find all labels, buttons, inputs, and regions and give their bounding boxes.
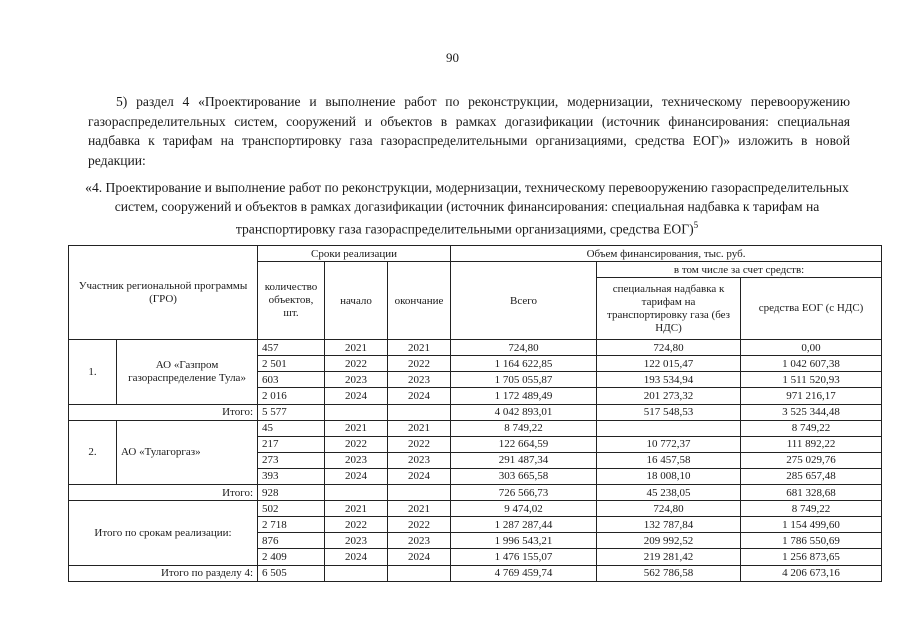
cell-total: 726 566,73 <box>451 485 597 501</box>
intro-paragraph: 5) раздел 4 «Проектирование и выполнение работ по реконструкции, модернизации, техническому перевооружению газораспределительных систем, сооружений и объектов в рамках догазификации (источник финансирования: специальная надбавка к тарифам на транспортировку газа газораспределительными организациями, средства ЕОГ)» изложить в новой редакции: <box>88 94 850 168</box>
cell-eog: 111 892,22 <box>741 436 882 452</box>
cell-count: 928 <box>258 485 325 501</box>
cell-empty <box>388 565 451 581</box>
group-number: 1. <box>69 340 117 404</box>
cell-end: 2024 <box>388 549 451 565</box>
cell-eog: 0,00 <box>741 340 882 356</box>
cell-start: 2023 <box>325 533 388 549</box>
cell-eog: 8 749,22 <box>741 501 882 517</box>
financing-table <box>68 245 882 582</box>
header-terms: Сроки реализации <box>258 246 451 262</box>
cell-surcharge: 18 008,10 <box>597 468 741 484</box>
subtotal-label: Итого: <box>69 404 258 420</box>
header-row-1 <box>69 246 882 262</box>
cell-total: 9 474,02 <box>451 501 597 517</box>
cell-eog: 1 256 873,65 <box>741 549 882 565</box>
cell-empty <box>325 404 388 420</box>
cell-total: 4 769 459,74 <box>451 565 597 581</box>
header-participant: Участник региональной программы (ГРО) <box>69 246 258 340</box>
cell-start: 2022 <box>325 356 388 372</box>
header-eog: средства ЕОГ (с НДС) <box>741 278 882 340</box>
cell-surcharge: 10 772,37 <box>597 436 741 452</box>
cell-start: 2024 <box>325 468 388 484</box>
cell-eog: 681 328,68 <box>741 485 882 501</box>
subtotal-row <box>69 485 882 501</box>
cell-eog: 8 749,22 <box>741 420 882 436</box>
cell-total: 1 705 055,87 <box>451 372 597 388</box>
cell-start: 2021 <box>325 501 388 517</box>
cell-end: 2021 <box>388 501 451 517</box>
cell-empty <box>388 485 451 501</box>
cell-end: 2021 <box>388 340 451 356</box>
cell-end: 2022 <box>388 517 451 533</box>
section-heading <box>82 178 852 239</box>
header-count: количество объектов, шт. <box>258 262 325 340</box>
cell-total: 4 042 893,01 <box>451 404 597 420</box>
cell-start: 2022 <box>325 517 388 533</box>
cell-total: 8 749,22 <box>451 420 597 436</box>
cell-eog: 1 042 607,38 <box>741 356 882 372</box>
cell-count: 273 <box>258 452 325 468</box>
cell-surcharge: 517 548,53 <box>597 404 741 420</box>
cell-total: 1 172 489,49 <box>451 388 597 404</box>
cell-start: 2023 <box>325 372 388 388</box>
cell-eog: 285 657,48 <box>741 468 882 484</box>
table-row <box>69 340 882 356</box>
cell-surcharge: 724,80 <box>597 340 741 356</box>
cell-total: 724,80 <box>451 340 597 356</box>
cell-count: 502 <box>258 501 325 517</box>
section-total-row <box>69 565 882 581</box>
cell-count: 2 409 <box>258 549 325 565</box>
cell-eog: 1 786 550,69 <box>741 533 882 549</box>
page-number: 90 <box>446 50 459 65</box>
header-end: окончание <box>388 262 451 340</box>
cell-surcharge: 132 787,84 <box>597 517 741 533</box>
cell-end: 2023 <box>388 452 451 468</box>
header-start: начало <box>325 262 388 340</box>
cell-count: 2 501 <box>258 356 325 372</box>
cell-end: 2022 <box>388 356 451 372</box>
cell-start: 2023 <box>325 452 388 468</box>
cell-empty <box>388 404 451 420</box>
header-surcharge: специальная надбавка к тарифам на транспортировку газа (без НДС) <box>597 278 741 340</box>
cell-total: 303 665,58 <box>451 468 597 484</box>
cell-count: 2 718 <box>258 517 325 533</box>
cell-surcharge: 201 273,32 <box>597 388 741 404</box>
cell-end: 2024 <box>388 388 451 404</box>
subtotal-row <box>69 404 882 420</box>
subtotal-label: Итого: <box>69 485 258 501</box>
cell-count: 2 016 <box>258 388 325 404</box>
cell-total: 1 287 287,44 <box>451 517 597 533</box>
cell-count: 6 505 <box>258 565 325 581</box>
cell-count: 603 <box>258 372 325 388</box>
cell-surcharge: 724,80 <box>597 501 741 517</box>
cell-count: 876 <box>258 533 325 549</box>
footnote-mark: 5 <box>693 220 699 230</box>
cell-surcharge: 45 238,05 <box>597 485 741 501</box>
cell-count: 45 <box>258 420 325 436</box>
table-row <box>69 501 882 517</box>
cell-end: 2022 <box>388 436 451 452</box>
cell-total: 1 476 155,07 <box>451 549 597 565</box>
cell-empty <box>325 485 388 501</box>
by-terms-label: Итого по срокам реализации: <box>69 501 258 565</box>
cell-start: 2021 <box>325 420 388 436</box>
cell-total: 122 664,59 <box>451 436 597 452</box>
cell-eog: 275 029,76 <box>741 452 882 468</box>
cell-surcharge: 219 281,42 <box>597 549 741 565</box>
header-including: в том числе за счет средств: <box>597 262 882 278</box>
cell-start: 2021 <box>325 340 388 356</box>
cell-total: 1 164 622,85 <box>451 356 597 372</box>
cell-end: 2023 <box>388 533 451 549</box>
cell-eog: 4 206 673,16 <box>741 565 882 581</box>
header-funding: Объем финансирования, тыс. руб. <box>451 246 882 262</box>
cell-surcharge: 122 015,47 <box>597 356 741 372</box>
cell-surcharge: 209 992,52 <box>597 533 741 549</box>
group-name: АО «Газпром газораспределение Тула» <box>117 340 258 404</box>
cell-surcharge <box>597 420 741 436</box>
cell-surcharge: 562 786,58 <box>597 565 741 581</box>
cell-eog: 3 525 344,48 <box>741 404 882 420</box>
section-total-label: Итого по разделу 4: <box>69 565 258 581</box>
cell-start: 2024 <box>325 549 388 565</box>
group-name: АО «Тулагоргаз» <box>117 420 258 484</box>
cell-surcharge: 193 534,94 <box>597 372 741 388</box>
group-number: 2. <box>69 420 117 484</box>
cell-surcharge: 16 457,58 <box>597 452 741 468</box>
header-total: Всего <box>451 262 597 340</box>
cell-end: 2024 <box>388 468 451 484</box>
cell-total: 1 996 543,21 <box>451 533 597 549</box>
cell-start: 2024 <box>325 388 388 404</box>
cell-total: 291 487,34 <box>451 452 597 468</box>
section-heading-text: «4. Проектирование и выполнение работ по реконструкции, модернизации, техническому перевооружению газораспределительных систем, сооружений и объектов в рамках догазификации (источник финансирования: специальная надбавка к тарифам на транспортировку газа газораспределительными организациями, средства ЕОГ) <box>85 180 849 237</box>
cell-start: 2022 <box>325 436 388 452</box>
cell-end: 2021 <box>388 420 451 436</box>
cell-count: 393 <box>258 468 325 484</box>
cell-end: 2023 <box>388 372 451 388</box>
cell-empty <box>325 565 388 581</box>
cell-eog: 1 154 499,60 <box>741 517 882 533</box>
cell-count: 217 <box>258 436 325 452</box>
cell-count: 5 577 <box>258 404 325 420</box>
cell-eog: 1 511 520,93 <box>741 372 882 388</box>
table-row <box>69 420 882 436</box>
cell-count: 457 <box>258 340 325 356</box>
cell-eog: 971 216,17 <box>741 388 882 404</box>
